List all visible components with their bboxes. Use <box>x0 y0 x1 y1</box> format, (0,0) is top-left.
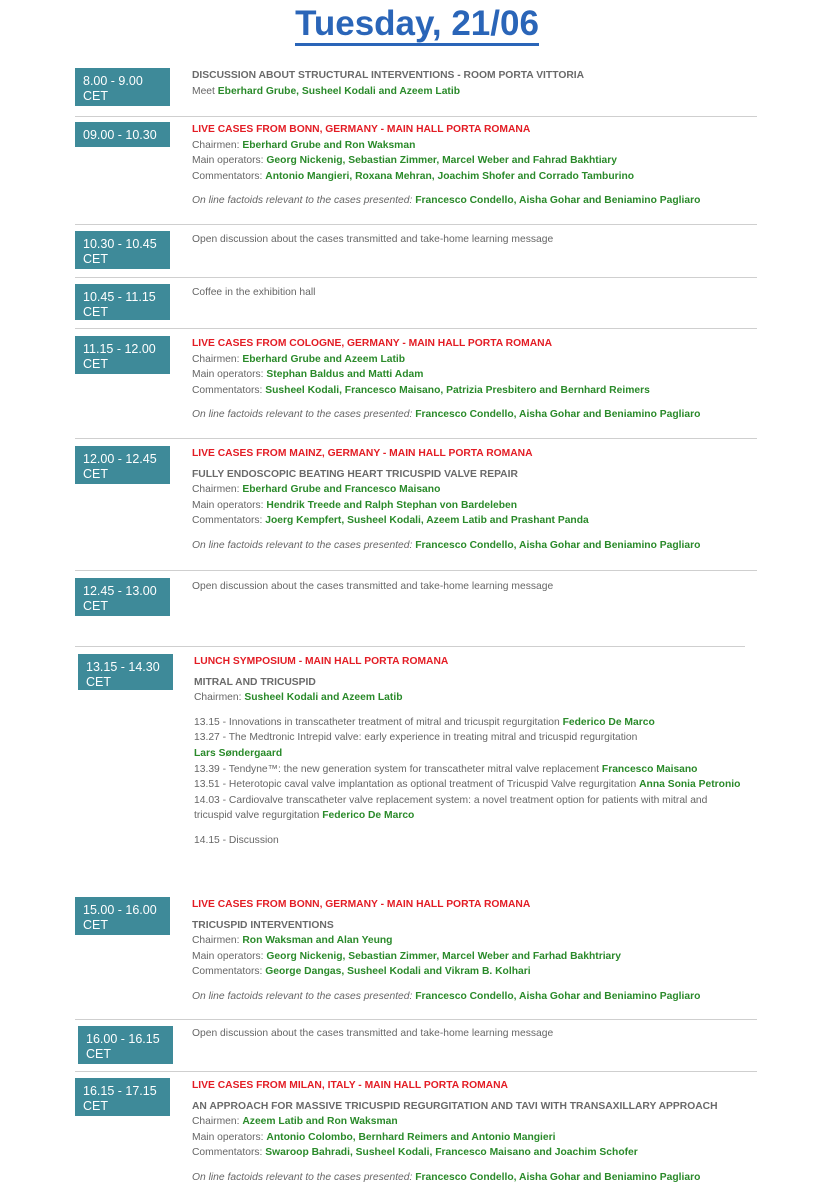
main-operators: Main operators: <box>192 369 264 381</box>
session-title: LUNCH SYMPOSIUM - MAIN HALL PORTA ROMANA <box>194 656 449 667</box>
session-text: Open discussion about the cases transmitted and take-home learning message <box>192 1028 554 1039</box>
divider <box>75 646 745 647</box>
factoids: On line factoids relevant to the cases presented: <box>192 990 413 1002</box>
session-subtitle: AN APPROACH FOR MASSIVE TRICUSPID REGURGITATION AND TAVI WITH TRANSAXILLARY APPROACH <box>192 1100 718 1112</box>
factoid-names: Francesco Condello, Aisha Gohar and Beniamino Pagliaro <box>415 195 701 207</box>
tz: CET <box>83 467 108 481</box>
time: 12.00 - 12.45 <box>83 452 157 466</box>
talk-title: 13.51 - Heterotopic caval valve implantation as optional treatment of Tricuspid Valve regurgitation <box>194 779 637 791</box>
talk-title: 14.03 - Cardiovalve transcatheter valve replacement system: a novel treatment option for patients with mitral and tricuspid valve regurgitation <box>194 794 708 822</box>
factoid-names: Francesco Condello, Aisha Gohar and Beniamino Pagliaro <box>415 539 701 551</box>
divider <box>75 277 757 278</box>
chairmen-names: Eberhard Grube and Francesco Maisano <box>242 484 441 496</box>
talk-title: 13.39 - Tendyne™: the new generation system for transcatheter mitral valve replacement <box>194 763 600 775</box>
session-title: DISCUSSION ABOUT STRUCTURAL INTERVENTIONS - ROOM PORTA VITTORIA <box>192 70 585 81</box>
time-badge <box>75 122 170 147</box>
operators-names: Georg Nickenig, Sebastian Zimmer, Marcel Weber and Farhad Bakhtriary <box>266 950 622 962</box>
divider <box>75 570 757 571</box>
meet: Meet <box>192 85 215 97</box>
operators-names: Georg Nickenig, Sebastian Zimmer, Marcel Weber and Fahrad Bakhtiary <box>266 155 618 167</box>
tz: CET <box>83 599 108 613</box>
session-title: LIVE CASES FROM COLOGNE, GERMANY - MAIN HALL PORTA ROMANA <box>192 338 553 349</box>
main-operators: Main operators: <box>192 950 264 962</box>
chairmen: Chairmen: <box>192 1116 240 1128</box>
time: 13.15 - 14.30 <box>86 660 160 674</box>
chairmen-names: Eberhard Grube and Azeem Latib <box>242 353 406 365</box>
tz: CET <box>83 1099 108 1113</box>
time-badge <box>75 336 170 374</box>
commentators-names: Joerg Kempfert, Susheel Kodali, Azeem Latib and Prashant Panda <box>265 515 589 527</box>
tz: CET <box>83 305 108 319</box>
chairmen-names: Ron Waksman and Alan Yeung <box>242 935 393 947</box>
commentators: Commentators: <box>192 170 263 182</box>
main-operators: Main operators: <box>192 1131 264 1143</box>
commentators: Commentators: <box>192 966 263 978</box>
meet-names: Eberhard Grube, Susheel Kodali and Azeem Latib <box>217 85 460 97</box>
time: 12.45 - 13.00 <box>83 584 157 598</box>
divider <box>75 438 757 439</box>
tz: CET <box>83 357 108 371</box>
chairmen-names: Susheel Kodali and Azeem Latib <box>244 692 403 704</box>
commentators-names: Susheel Kodali, Francesco Maisano, Patrizia Presbitero and Bernhard Reimers <box>265 384 650 396</box>
time-badge <box>75 1078 170 1116</box>
chairmen: Chairmen: <box>192 935 240 947</box>
divider <box>75 116 757 117</box>
time-badge <box>75 897 170 935</box>
discussion: 14.15 - Discussion <box>194 834 279 846</box>
chairmen: Chairmen: <box>192 353 240 365</box>
factoids: On line factoids relevant to the cases presented: <box>192 1171 413 1183</box>
commentators: Commentators: <box>192 384 263 396</box>
factoid-names: Francesco Condello, Aisha Gohar and Beniamino Pagliaro <box>415 409 701 421</box>
divider <box>75 1019 757 1020</box>
talk-speaker: Francesco Maisano <box>601 763 698 775</box>
operators-names: Hendrik Treede and Ralph Stephan von Bardeleben <box>266 499 518 511</box>
time: 16.00 - 16.15 <box>86 1032 160 1046</box>
tz: CET <box>86 675 111 689</box>
chairmen-names: Azeem Latib and Ron Waksman <box>242 1116 398 1128</box>
time: 10.45 - 11.15 <box>83 290 156 304</box>
factoids: On line factoids relevant to the cases presented: <box>192 539 413 551</box>
time-badge <box>75 446 170 484</box>
chairmen-names: Eberhard Grube and Ron Waksman <box>242 139 416 151</box>
commentators-names: Antonio Mangieri, Roxana Mehran, Joachim Shofer and Corrado Tamburino <box>265 170 635 182</box>
divider <box>75 1071 757 1072</box>
time-badge <box>75 231 170 269</box>
session-text: Open discussion about the cases transmitted and take-home learning message <box>192 581 554 592</box>
commentators-names: Swaroop Bahradi, Susheel Kodali, Francesco Maisano and Joachim Schofer <box>265 1147 638 1159</box>
time: 11.15 - 12.00 <box>83 342 156 356</box>
talk-title: 13.27 - The Medtronic Intrepid valve: early experience in treating mitral and tricuspid regurgitation <box>194 732 638 744</box>
time-badge <box>75 284 170 320</box>
factoids: On line factoids relevant to the cases presented: <box>192 409 413 421</box>
session-title: LIVE CASES FROM MAINZ, GERMANY - MAIN HALL PORTA ROMANA <box>192 448 533 459</box>
session-text: Coffee in the exhibition hall <box>192 287 316 298</box>
time: 8.00 - 9.00 <box>83 74 143 88</box>
factoid-names: Francesco Condello, Aisha Gohar and Beniamino Pagliaro <box>415 1171 701 1183</box>
time: 09.00 - 10.30 <box>83 128 157 142</box>
time: 10.30 - 10.45 <box>83 237 157 251</box>
commentators: Commentators: <box>192 515 263 527</box>
time-badge <box>75 578 170 616</box>
session-subtitle: MITRAL AND TRICUSPID <box>194 676 316 688</box>
session-title: LIVE CASES FROM MILAN, ITALY - MAIN HALL PORTA ROMANA <box>192 1080 508 1091</box>
session-subtitle: FULLY ENDOSCOPIC BEATING HEART TRICUSPID VALVE REPAIR <box>192 468 518 480</box>
time-badge <box>78 1026 173 1064</box>
divider <box>75 224 757 225</box>
operators-names: Antonio Colombo, Bernhard Reimers and Antonio Mangieri <box>266 1131 556 1143</box>
tz: CET <box>83 89 108 103</box>
time: 16.15 - 17.15 <box>83 1084 157 1098</box>
time-badge <box>75 68 170 106</box>
time-badge <box>78 654 173 690</box>
tz: CET <box>83 918 108 932</box>
talk-speaker: Lars Søndergaard <box>194 747 283 759</box>
factoids: On line factoids relevant to the cases presented: <box>192 195 413 207</box>
tz: CET <box>83 252 108 266</box>
page-title: Tuesday, 21/06 <box>295 4 539 46</box>
session-text: Open discussion about the cases transmitted and take-home learning message <box>192 234 554 245</box>
talk-speaker: Federico De Marco <box>322 810 415 822</box>
operators-names: Stephan Baldus and Matti Adam <box>266 369 424 381</box>
commentators-names: George Dangas, Susheel Kodali and Vikram B. Kolhari <box>265 966 531 978</box>
commentators: Commentators: <box>192 1147 263 1159</box>
time: 15.00 - 16.00 <box>83 903 157 917</box>
factoid-names: Francesco Condello, Aisha Gohar and Beniamino Pagliaro <box>415 990 701 1002</box>
talk-title: 13.15 - Innovations in transcatheter treatment of mitral and tricuspit regurgitation <box>194 716 560 728</box>
main-operators: Main operators: <box>192 499 264 511</box>
session-title: LIVE CASES FROM BONN, GERMANY - MAIN HALL PORTA ROMANA <box>192 124 531 135</box>
session-subtitle: TRICUSPID INTERVENTIONS <box>192 919 334 931</box>
talk-speaker: Anna Sonia Petronio <box>639 779 741 791</box>
page-title <box>0 4 834 44</box>
main-operators: Main operators: <box>192 155 264 167</box>
talk-speaker: Federico De Marco <box>562 716 655 728</box>
tz: CET <box>86 1047 111 1061</box>
session-title: LIVE CASES FROM BONN, GERMANY - MAIN HALL PORTA ROMANA <box>192 899 531 910</box>
divider <box>75 328 757 329</box>
chairmen: Chairmen: <box>194 692 242 704</box>
chairmen: Chairmen: <box>192 484 240 496</box>
chairmen: Chairmen: <box>192 139 240 151</box>
